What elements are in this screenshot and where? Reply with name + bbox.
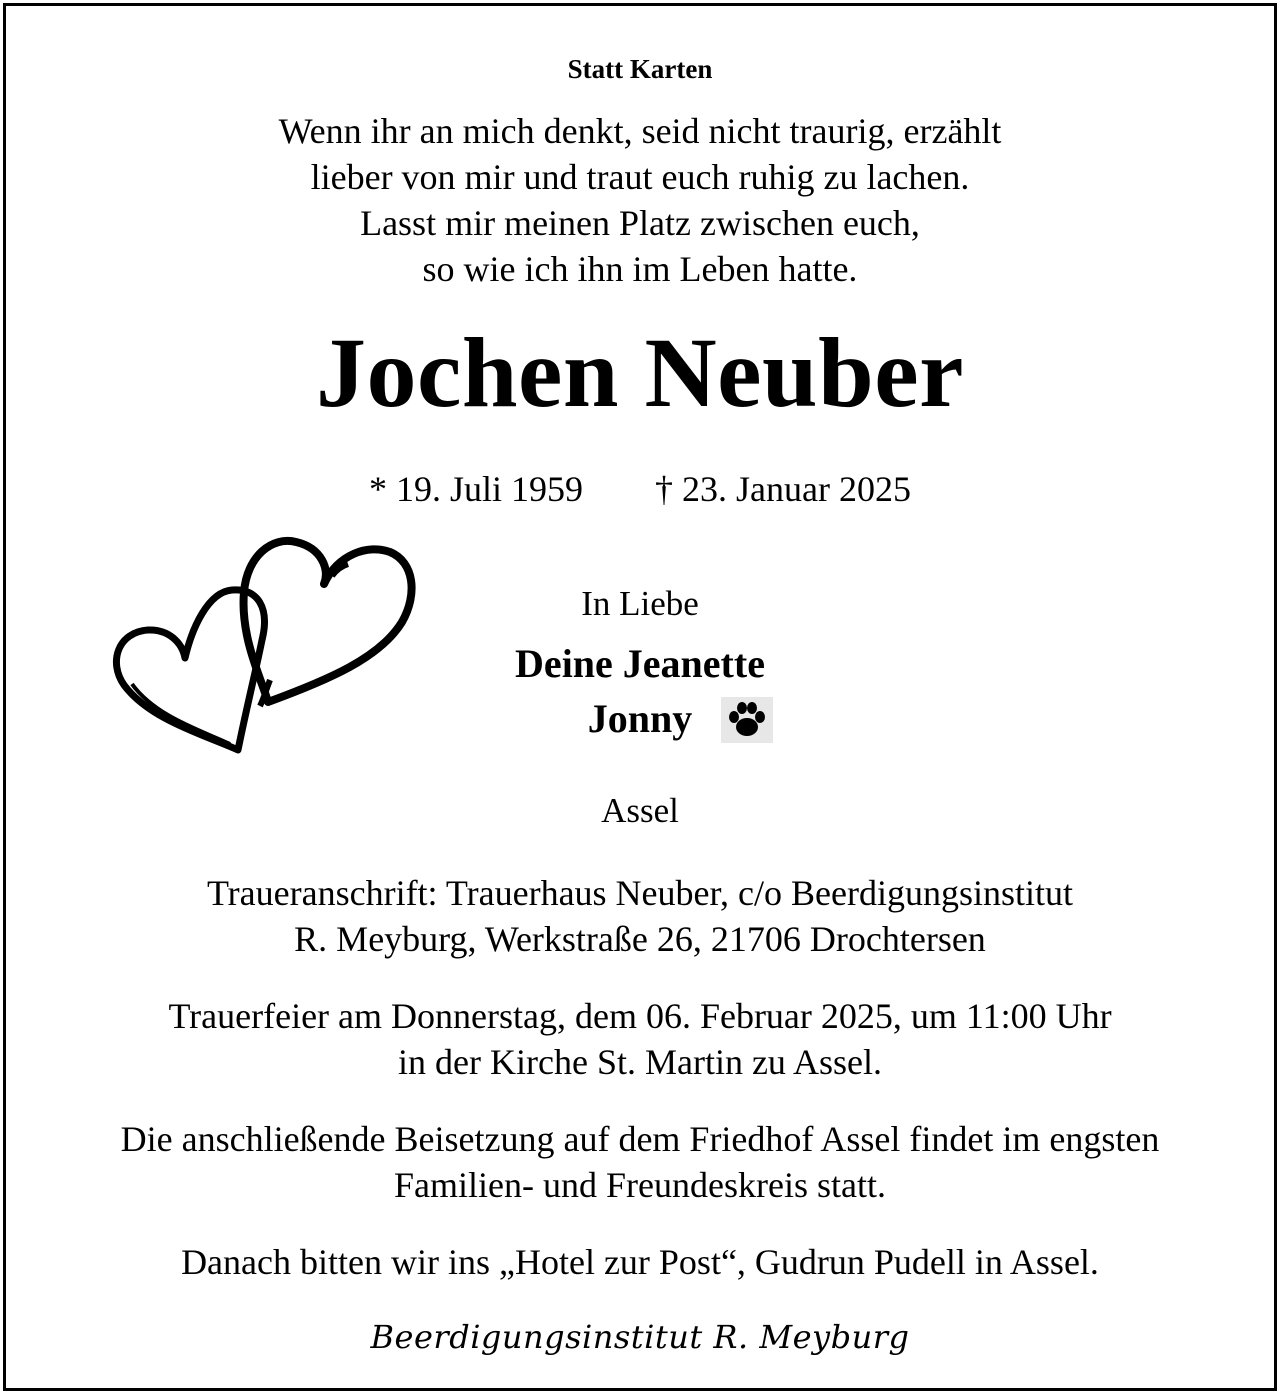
poem-line-1: Wenn ihr an mich denkt, seid nicht traurig, erzählt [278, 111, 1002, 151]
deceased-name: Jochen Neuber [315, 317, 965, 428]
life-dates [0, 468, 1280, 510]
place-text: Assel [601, 791, 679, 830]
mourner-jonny: Jonny [587, 696, 693, 741]
burial-line-2: Familien- und Freundeskreis statt. [394, 1165, 886, 1205]
header-text: Statt Karten [567, 54, 713, 84]
poem-line-3: Lasst mir meinen Platz zwischen euch, [360, 203, 920, 243]
reception-text: Danach bitten wir ins „Hotel zur Post“, Gudrun Pudell in Assel. [181, 1242, 1099, 1282]
funeral-home-signature: Beerdigungsinstitut R. Meyburg [370, 1318, 910, 1356]
address-line-1: Traueranschrift: Trauerhaus Neuber, c/o Beerdigungsinstitut [206, 873, 1074, 913]
burial-line-1: Die anschließende Beisetzung auf dem Friedhof Assel findet im engsten [120, 1119, 1160, 1159]
mourner-jonny-row [0, 695, 1280, 742]
service-line-2: in der Kirche St. Martin zu Assel. [398, 1042, 882, 1082]
poem-line-2: lieber von mir und traut euch ruhig zu lachen. [310, 157, 970, 197]
birth-date: * 19. Juli 1959 [369, 469, 584, 509]
poem-line-4: so wie ich ihn im Leben hatte. [422, 249, 858, 289]
address-line-2: R. Meyburg, Werkstraße 26, 21706 Drochtersen [294, 919, 986, 959]
mourner-jeanette: Deine Jeanette [515, 641, 765, 686]
death-date: † 23. Januar 2025 [655, 469, 911, 509]
service-line-1: Trauerfeier am Donnerstag, dem 06. Februar 2025, um 11:00 Uhr [168, 996, 1112, 1036]
paw-print-icon [721, 697, 773, 743]
mourners-intro: In Liebe [581, 584, 699, 623]
